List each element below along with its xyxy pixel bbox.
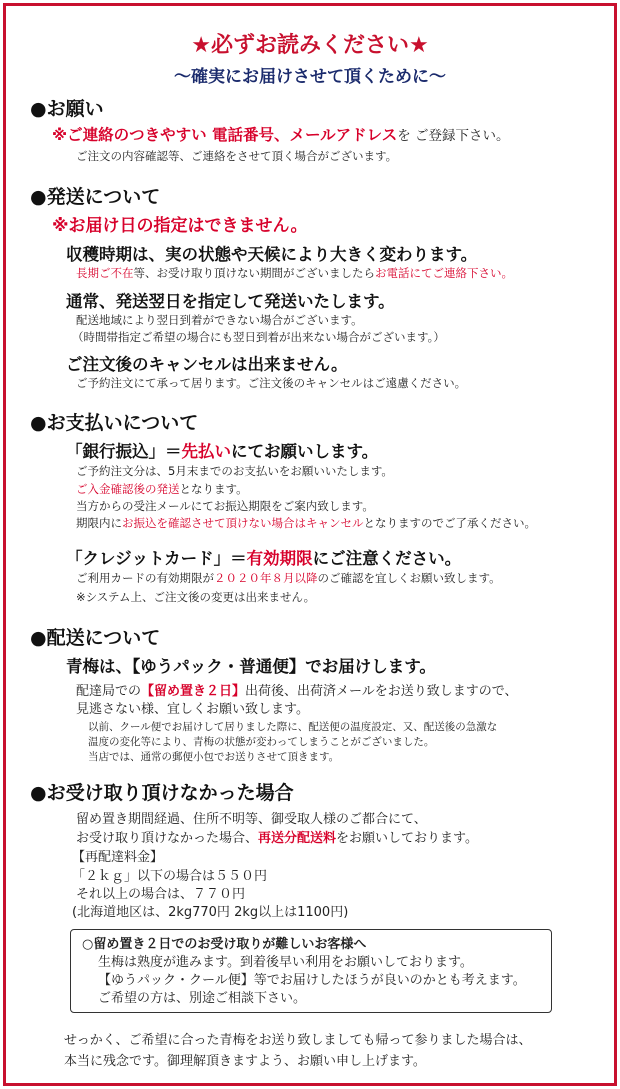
- deadline-tail: となりますのでご了承ください。: [363, 516, 536, 530]
- redelivery-fee-label: 【再配達料金】: [72, 850, 164, 865]
- fee-hokkaido: (北海道地区は、2kg770円 2kg以上は1100円): [72, 905, 349, 920]
- cancel-red: お振込を確認させて頂けない場合はキャンセル: [122, 516, 364, 530]
- bank-note-2: [76, 481, 248, 497]
- request-line: [52, 123, 510, 145]
- unreceived-line-1: 留め置き期間経過、住所不明等、御受取人様のご都合にて、: [76, 812, 427, 827]
- after-payment-tail: となります。: [179, 482, 248, 496]
- card-expiry-text: ご利用カードの有効期限が: [76, 571, 214, 585]
- resend-fee-red: 再送分配送料: [258, 831, 337, 846]
- bank-note-4: [76, 515, 536, 531]
- request-tail-text: を ご登録下さい。: [397, 128, 510, 144]
- page-subtitle: ～確実にお届けさせて頂くために～: [174, 67, 446, 87]
- section-delivery-heading: ●配送について: [30, 627, 161, 649]
- section-unreceived-heading: ●お受け取り頂けなかった場合: [30, 782, 294, 804]
- request-red-text: ※ご連絡のつきやすい 電話番号、メールアドレス: [52, 126, 398, 144]
- call-red: お電話にてご連絡下さい。: [375, 266, 513, 280]
- card-note-2: ※システム上、ご注文後の変更は出来ません。: [76, 590, 316, 604]
- hold-tail: 出荷後、出荷済メールをお送り致しますので、: [245, 684, 518, 699]
- after-payment-red: ご入金確認後の発送: [76, 482, 180, 496]
- harvest-heading: 収穫時期は、実の状態や天候により大きく変わります。: [66, 245, 478, 264]
- card-note-1: [76, 570, 501, 586]
- request-note: ご注文の内容確認等、ご連絡をさせて頂く場合がございます。: [76, 149, 398, 163]
- no-cancel-heading: ご注文後のキャンセルは出来ません。: [66, 355, 348, 374]
- deadline-text: 期限内に: [76, 516, 122, 530]
- unreceived-tail: をお願いしております。: [336, 831, 478, 846]
- bank-tail: にてお願いします。: [231, 442, 379, 461]
- bank-note-1: ご予約注文分は、5月末までのお支払いをお願いいたします。: [76, 464, 393, 478]
- cool-note-1: 以前、クール便でお届けして居りました際に、配送便の温度設定、又、配送後の急激な: [88, 721, 498, 733]
- prepay-red: 先払い: [181, 442, 231, 461]
- section-payment-heading: ●お支払いについて: [30, 412, 199, 434]
- card-date-red: ２０２０年８月以降: [214, 571, 318, 585]
- card-expiry-tail: のご確認を宜しくお願い致します。: [317, 571, 501, 585]
- fee-over-2kg: それ以上の場合は、７７０円: [76, 887, 246, 902]
- card-label: 「クレジットカード」＝: [66, 549, 247, 568]
- hold-two-days-red: 【留め置き２日】: [141, 684, 246, 699]
- bank-transfer-heading: [66, 438, 378, 462]
- delivery-method-heading: 青梅は、【ゆうパック・普通便】でお届けします。: [66, 657, 436, 676]
- bank-note-3: 当方からの受注メールにてお振込期限をご案内致します。: [76, 499, 374, 513]
- cool-note-2: 温度の変化等により、青梅の状態が変わってしまうことがございました。: [88, 736, 435, 748]
- unreceived-line-2: [76, 827, 478, 846]
- closing-line-2: 本当に残念です。御理解頂きますよう、お願い申し上げます。: [64, 1054, 426, 1069]
- no-date-warning: ※お届け日の指定はできません。: [52, 216, 308, 236]
- section-request-heading: ●お願い: [30, 98, 104, 120]
- absence-note: [76, 265, 513, 281]
- hold-text: 配達局での: [76, 684, 142, 699]
- absence-red: 長期ご不在: [76, 266, 134, 280]
- card-tail: にご注意ください。: [312, 549, 462, 568]
- time-note: （時間帯指定ご希望の場合にも翌日到着が出来ない場合がございます。）: [72, 330, 445, 344]
- absence-text: 等、お受け取り頂けない期間がございましたら: [133, 266, 375, 280]
- cancel-note: ご予約注文にて承って居ります。ご注文後のキャンセルはご遠慮ください。: [76, 376, 467, 390]
- page-title: ★必ずお読みください★: [191, 33, 429, 58]
- hold-notice-line-2: 【ゆうパック・クール便】等でお届けしたほうが良いのかとも考えます。: [98, 973, 526, 988]
- hold-notice-line-1: 生梅は熟度が進みます。到着後早い利用をお願いしております。: [98, 955, 473, 970]
- region-note: 配送地域により翌日到着ができない場合がございます。: [76, 313, 363, 327]
- credit-card-heading: [66, 545, 461, 569]
- expiry-red: 有効期限: [246, 549, 313, 568]
- section-shipping-heading: ●発送について: [30, 186, 161, 208]
- closing-line-1: せっかく、ご希望に合った青梅をお送り致しましても帰って参りました場合は、: [64, 1033, 532, 1048]
- dont-miss-note: 見逃さない様、宜しくお願い致します。: [76, 702, 309, 717]
- fee-under-2kg: 「２ｋｇ」以下の場合は５５０円: [72, 869, 268, 884]
- bank-label: 「銀行振込」＝: [66, 442, 182, 461]
- unreceived-text: お受け取り頂けなかった場合、: [76, 831, 259, 846]
- hold-notice-title: ○留め置き２日でのお受け取りが難しいお客様へ: [82, 937, 367, 952]
- next-day-heading: 通常、発送翌日を指定して発送いたします。: [66, 292, 395, 311]
- hold-notice-line-3: ご希望の方は、別途ご相談下さい。: [98, 991, 307, 1006]
- hold-line: [76, 680, 518, 699]
- cool-note-3: 当店では、通常の郵便小包でお送りさせて頂きます。: [88, 751, 340, 763]
